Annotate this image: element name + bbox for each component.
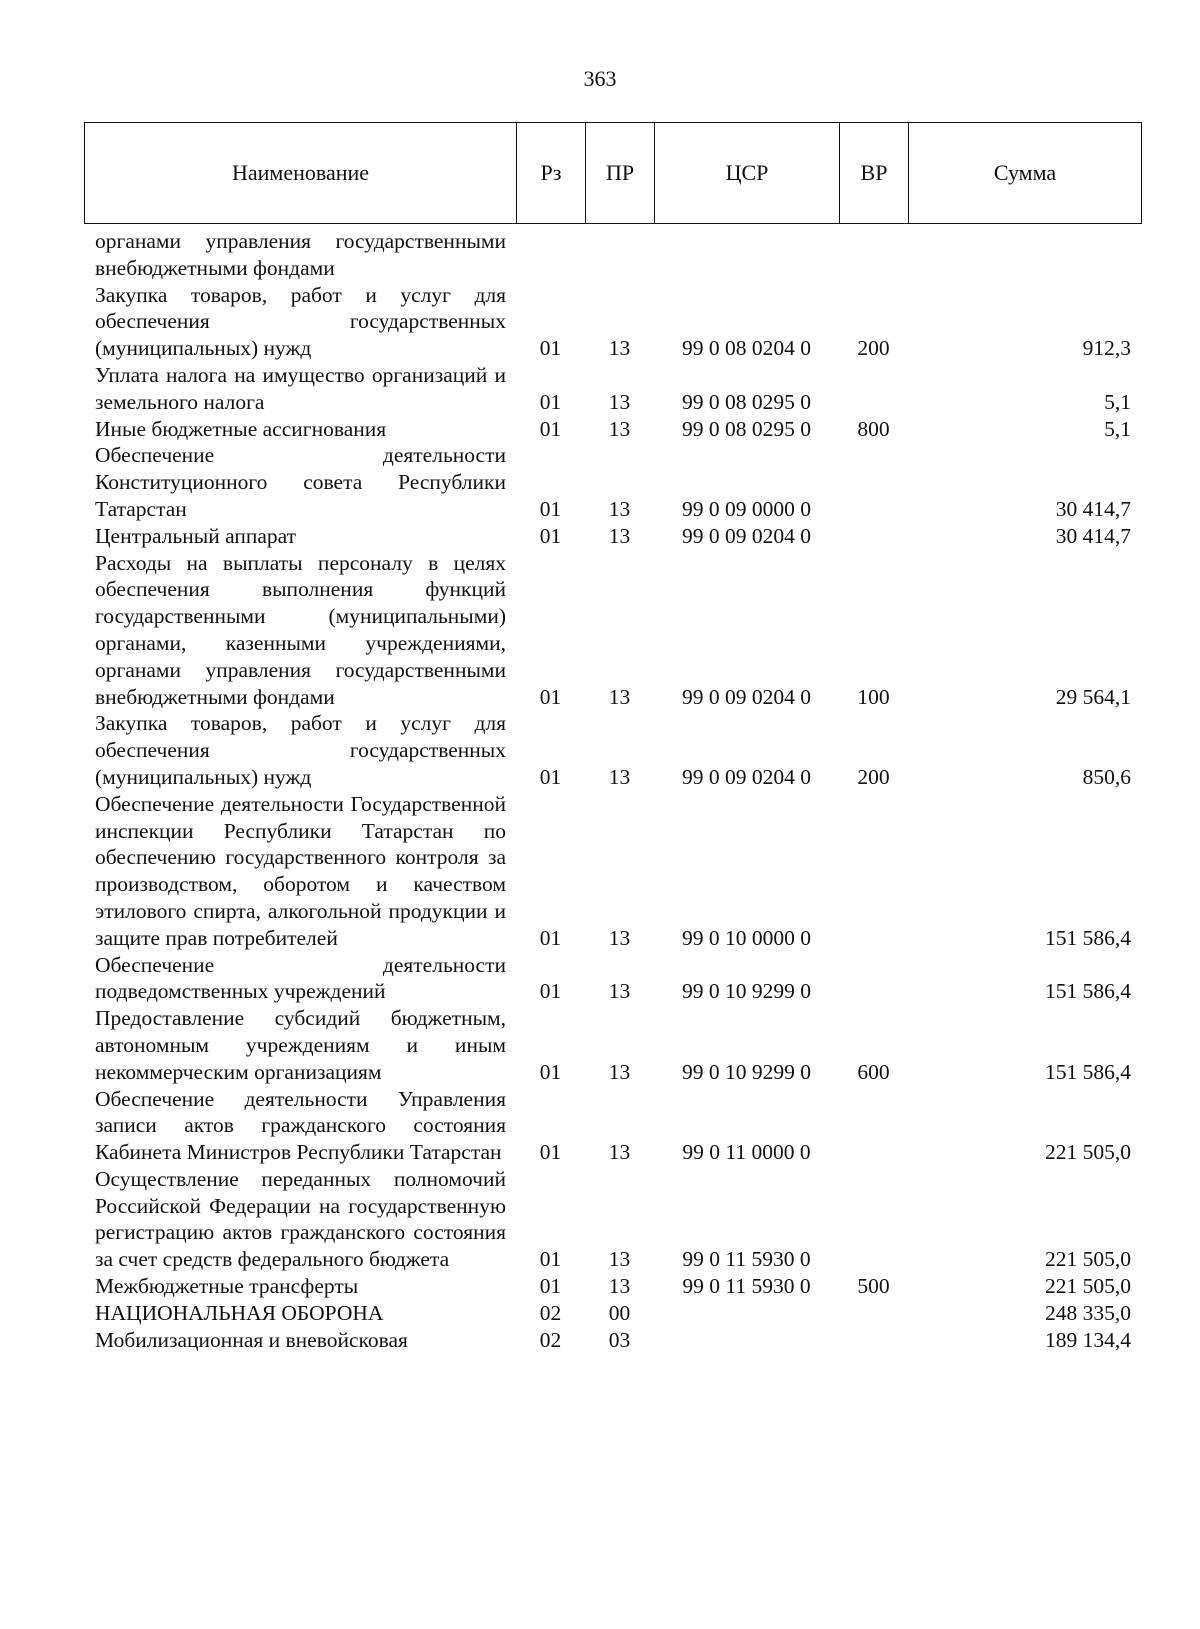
row-csr: 99 0 09 0204 0 bbox=[682, 684, 811, 709]
row-name: НАЦИОНАЛЬНАЯ ОБОРОНА bbox=[95, 1300, 384, 1325]
row-rz: 02 bbox=[539, 1327, 562, 1352]
row-rz: 01 bbox=[539, 523, 562, 548]
row-pr: 13 bbox=[608, 416, 631, 441]
row-vr bbox=[839, 1300, 908, 1327]
row-sum: 151 586,4 bbox=[1045, 1059, 1131, 1084]
row-vr bbox=[839, 523, 908, 550]
row-sum: 850,6 bbox=[1082, 764, 1131, 789]
row-rz: 01 bbox=[539, 1140, 562, 1165]
row-pr: 13 bbox=[608, 389, 631, 414]
table-body bbox=[84, 228, 1141, 1353]
row-rz: 02 bbox=[539, 1300, 562, 1325]
row-sum: 30 414,7 bbox=[1055, 496, 1131, 521]
row-vr bbox=[839, 362, 908, 416]
column-header-sum: Сумма bbox=[909, 123, 1142, 224]
row-sum: 151 586,4 bbox=[1045, 925, 1131, 950]
row-pr: 13 bbox=[608, 925, 631, 950]
row-sum: 221 505,0 bbox=[1045, 1140, 1131, 1165]
row-csr: 99 0 08 0295 0 bbox=[682, 416, 811, 441]
page-number: 363 bbox=[583, 66, 617, 91]
table-row bbox=[84, 228, 1141, 282]
table-row bbox=[84, 416, 1141, 443]
row-vr bbox=[839, 228, 908, 282]
table-header bbox=[84, 122, 1142, 224]
table-row bbox=[84, 710, 1141, 790]
row-sum: 221 505,0 bbox=[1045, 1247, 1131, 1272]
table-row bbox=[84, 1166, 1141, 1273]
row-rz: 01 bbox=[539, 1059, 562, 1084]
row-vr: 100 bbox=[857, 684, 890, 709]
row-rz: 01 bbox=[539, 389, 562, 414]
row-pr: 13 bbox=[608, 764, 631, 789]
row-csr: 99 0 09 0204 0 bbox=[682, 764, 811, 789]
row-name: Расходы на выплаты персоналу в целях обеспечения выполнения функций государственными (муниципальными) органами, казенными учреждениями, органами управления государственными внебюджетными фондами bbox=[95, 550, 506, 709]
row-sum: 912,3 bbox=[1082, 336, 1131, 361]
row-pr: 03 bbox=[608, 1327, 631, 1352]
row-name: Обеспечение деятельности подведомственных учреждений bbox=[95, 952, 506, 1004]
row-rz: 01 bbox=[539, 1247, 562, 1272]
row-rz: 01 bbox=[539, 336, 562, 361]
row-csr: 99 0 08 0204 0 bbox=[682, 336, 811, 361]
row-name: органами управления государственными внебюджетными фондами bbox=[95, 229, 506, 280]
row-pr bbox=[585, 228, 654, 282]
budget-table bbox=[84, 228, 1141, 1353]
row-pr: 00 bbox=[608, 1300, 631, 1325]
row-csr: 99 0 11 5930 0 bbox=[682, 1247, 811, 1272]
table-row bbox=[84, 362, 1141, 416]
row-sum: 221 505,0 bbox=[1045, 1274, 1131, 1299]
row-vr: 800 bbox=[857, 416, 890, 441]
column-header-name: Наименование bbox=[85, 123, 517, 224]
row-rz: 01 bbox=[539, 496, 562, 521]
row-pr: 13 bbox=[608, 523, 631, 548]
column-header-pr: ПР bbox=[586, 123, 655, 224]
row-vr bbox=[839, 1166, 908, 1273]
row-name: Обеспечение деятельности Государственной инспекции Республики Татарстан по обеспечению государственного контроля за производством, оборотом и качеством этилового спирта, алкогольной продукции и защите прав потребителей bbox=[95, 791, 506, 950]
row-name: Закупка товаров, работ и услуг для обеспечения государственных (муниципальных) нужд bbox=[95, 711, 506, 789]
row-sum: 5,1 bbox=[1104, 389, 1131, 414]
table-row bbox=[84, 1327, 1141, 1354]
row-csr: 99 0 09 0204 0 bbox=[682, 523, 811, 548]
table-row bbox=[84, 952, 1141, 1006]
table-row bbox=[84, 282, 1141, 362]
row-pr: 13 bbox=[608, 496, 631, 521]
row-rz: 01 bbox=[539, 416, 562, 441]
row-csr: 99 0 08 0295 0 bbox=[682, 389, 811, 414]
row-rz: 01 bbox=[539, 979, 562, 1004]
row-csr: 99 0 09 0000 0 bbox=[682, 496, 811, 521]
row-pr: 13 bbox=[608, 1247, 631, 1272]
row-pr: 13 bbox=[608, 1140, 631, 1165]
row-csr bbox=[654, 1300, 839, 1327]
table-row bbox=[84, 1005, 1141, 1085]
row-name: Обеспечение деятельности Управления записи актов гражданского состояния Кабинета Министров Республики Татарстан bbox=[95, 1086, 506, 1165]
column-header-csr: ЦСР bbox=[655, 123, 840, 224]
row-sum: 29 564,1 bbox=[1055, 684, 1131, 709]
row-pr: 13 bbox=[608, 1274, 631, 1299]
row-sum: 248 335,0 bbox=[1045, 1300, 1131, 1325]
row-name: Уплата налога на имущество организаций и земельного налога bbox=[95, 362, 506, 414]
row-name: Межбюджетные трансферты bbox=[95, 1274, 359, 1299]
row-sum: 151 586,4 bbox=[1045, 979, 1131, 1004]
row-rz: 01 bbox=[539, 1274, 562, 1299]
row-vr bbox=[839, 1327, 908, 1354]
row-pr: 13 bbox=[608, 979, 631, 1004]
row-vr bbox=[839, 952, 908, 1006]
row-vr: 500 bbox=[857, 1274, 890, 1299]
row-vr bbox=[839, 442, 908, 522]
row-csr: 99 0 10 9299 0 bbox=[682, 979, 811, 1004]
table-row bbox=[84, 550, 1141, 711]
row-name: Центральный аппарат bbox=[95, 523, 297, 548]
row-csr: 99 0 11 0000 0 bbox=[682, 1140, 811, 1165]
table-row bbox=[84, 442, 1141, 522]
row-sum: 5,1 bbox=[1104, 416, 1131, 441]
table-row bbox=[84, 1086, 1141, 1166]
row-name: Обеспечение деятельности Конституционного совета Республики Татарстан bbox=[95, 443, 506, 521]
row-name: Мобилизационная и вневойсковая bbox=[95, 1327, 408, 1352]
row-name: Предоставление субсидий бюджетным, автономным учреждениям и иным некоммерческим организациям bbox=[95, 1006, 506, 1084]
row-csr: 99 0 10 0000 0 bbox=[682, 925, 811, 950]
table-row bbox=[84, 523, 1141, 550]
row-name: Осуществление переданных полномочий Российской Федерации на государственную регистрацию актов гражданского состояния за счет средств федерального бюджета bbox=[95, 1166, 506, 1272]
table-row bbox=[84, 1273, 1141, 1300]
row-vr bbox=[839, 1086, 908, 1166]
row-name: Иные бюджетные ассигнования bbox=[95, 416, 387, 441]
row-name: Закупка товаров, работ и услуг для обеспечения государственных (муниципальных) нужд bbox=[95, 282, 506, 361]
row-rz: 01 bbox=[539, 925, 562, 950]
row-pr: 13 bbox=[608, 1059, 631, 1084]
row-vr bbox=[839, 791, 908, 952]
row-csr: 99 0 11 5930 0 bbox=[682, 1274, 811, 1299]
row-csr bbox=[654, 228, 839, 282]
row-sum bbox=[908, 228, 1141, 282]
row-pr: 13 bbox=[608, 336, 631, 361]
table-row bbox=[84, 791, 1141, 952]
row-sum: 30 414,7 bbox=[1055, 523, 1131, 548]
row-pr: 13 bbox=[608, 684, 631, 709]
row-vr: 600 bbox=[857, 1059, 890, 1084]
column-header-vr: ВР bbox=[840, 123, 909, 224]
row-csr: 99 0 10 9299 0 bbox=[682, 1059, 811, 1084]
row-vr: 200 bbox=[857, 764, 890, 789]
row-rz: 01 bbox=[539, 684, 562, 709]
row-sum: 189 134,4 bbox=[1045, 1327, 1131, 1352]
row-rz bbox=[516, 228, 585, 282]
row-rz: 01 bbox=[539, 764, 562, 789]
table-row bbox=[84, 1300, 1141, 1327]
row-csr bbox=[654, 1327, 839, 1354]
row-vr: 200 bbox=[857, 336, 890, 361]
column-header-rz: Рз bbox=[517, 123, 586, 224]
